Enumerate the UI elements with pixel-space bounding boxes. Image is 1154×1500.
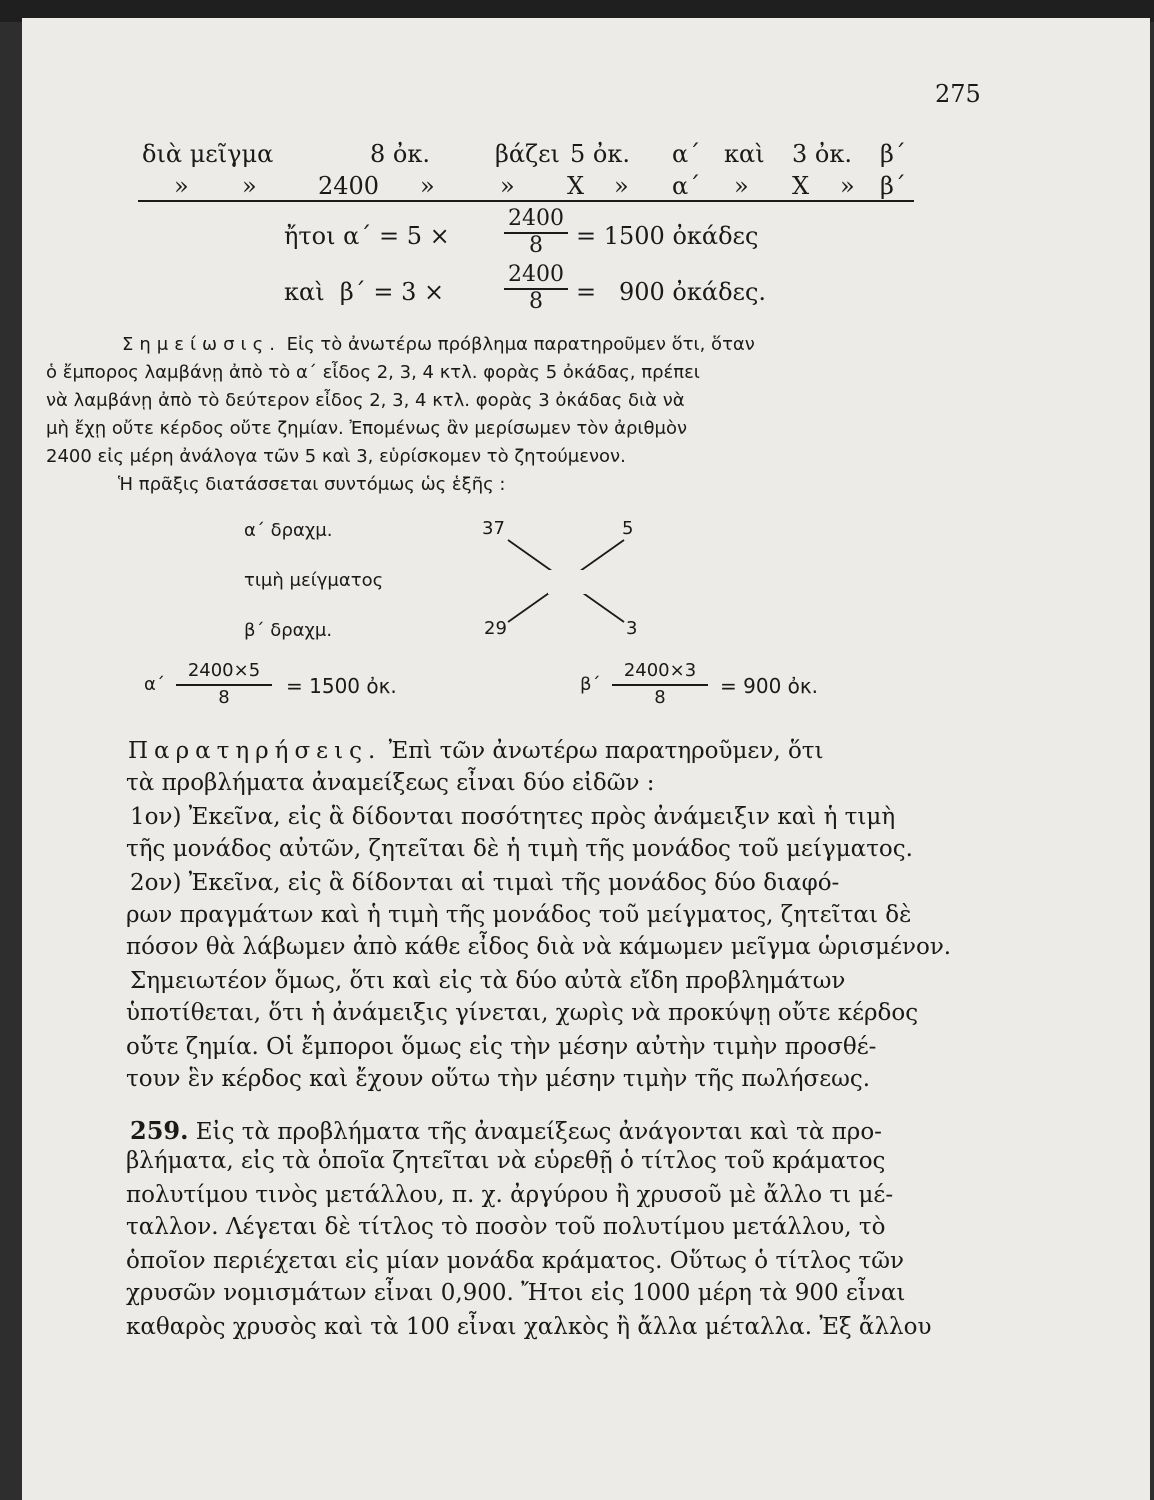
eq1-numerator: 2400 [504, 206, 568, 234]
scheme-a-label: α΄ δραχμ. [244, 520, 333, 541]
section-line-3: πολυτίμου τινὸς μετάλλου, π. χ. ἀργύρου ἢ χρυσοῦ μὲ ἄλλο τι μέ- [126, 1182, 894, 1208]
section-line-5: ὁποῖον περιέχεται εἰς μίαν μονάδα κράματος. Οὕτως ὁ τίτλος τῶν [126, 1248, 905, 1274]
table-r2-c7: X [792, 172, 810, 200]
remarks-line-4: τῆς μονάδος αὐτῶν, ζητεῖται δὲ ἡ τιμὴ τῆς μονάδος τοῦ μείγματος. [126, 836, 913, 862]
eq1-denominator: 8 [529, 233, 543, 258]
scheme-b-parts: 3 [626, 618, 638, 639]
table-rule [138, 200, 914, 202]
table-r2-c1b: » [242, 172, 257, 200]
table-r1-c2: 8 ὀκ. [370, 140, 430, 168]
note-line-6: Ἡ πρᾶξις διατάσσεται συντόμως ὡς ἑξῆς : [118, 474, 506, 495]
result-a-rhs: = 1500 ὀκ. [286, 674, 397, 698]
table-r2-c4: X [567, 172, 585, 200]
note-line-3: νὰ λαμβάνῃ ἀπὸ τὸ δεύτερον εἶδος 2, 3, 4 κτλ. φορὰς 3 ὀκάδας διὰ νὰ [46, 390, 685, 411]
result-b-fraction [612, 658, 708, 710]
scheme-a-parts: 5 [622, 518, 634, 539]
remarks-line-2: τὰ προβλήματα ἀναμείξεως εἶναι δύο εἰδῶν : [126, 770, 655, 796]
result-b-label: β΄ [580, 674, 601, 695]
section-line-4: ταλλον. Λέγεται δὲ τίτλος τὸ ποσὸν τοῦ πολυτίμου μετάλλου, τὸ [126, 1214, 886, 1240]
note-line-5: 2400 εἰς μέρη ἀνάλογα τῶν 5 καὶ 3, εὑρίσκομεν τὸ ζητούμενον. [46, 446, 626, 467]
result-a-denominator: 8 [218, 687, 230, 708]
section-line-1-text: Εἰς τὰ προβλήματα τῆς ἀναμείξεως ἀνάγονται καὶ τὰ προ- [195, 1119, 882, 1145]
section-line-1 [130, 1116, 882, 1145]
table-r1-c5: α΄ [672, 140, 701, 168]
remarks-line-6: ρων πραγμάτων καὶ ἡ τιμὴ τῆς μονάδος τοῦ μείγματος, ζητεῖται δὲ [126, 902, 912, 928]
cross-center-gap [548, 570, 596, 594]
note-line-1 [122, 334, 755, 355]
table-r2-c3: » [420, 172, 435, 200]
scheme-b-label: β΄ δραχμ. [244, 620, 333, 641]
section-line-6: χρυσῶν νομισμάτων εἶναι 0,900. Ἤτοι εἰς 1000 μέρη τὰ 900 εἶναι [126, 1280, 906, 1306]
eq2-rhs: = 900 ὀκάδες. [576, 278, 767, 306]
table-r1-c7: 3 ὀκ. [792, 140, 852, 168]
table-r2-c8: β΄ [880, 172, 906, 200]
remarks-label: Παρατηρήσεις. [128, 738, 382, 764]
eq2-fraction [504, 262, 568, 314]
note-label: Σημείωσις. [122, 334, 281, 355]
eq2-lhs: καὶ β΄ = 3 × [284, 278, 445, 306]
table-r2-c5: α΄ [672, 172, 701, 200]
result-a-label: α΄ [144, 674, 165, 695]
eq2-denominator: 8 [529, 289, 543, 314]
result-a-numerator: 2400×5 [176, 658, 272, 686]
table-r2-c6: » [734, 172, 749, 200]
table-r2-c4b: » [614, 172, 629, 200]
remarks-line-11: τουν ἓν κέρδος καὶ ἔχουν οὕτω τὴν μέσην τιμὴν τῆς πωλήσεως. [126, 1066, 871, 1092]
note-line-1-text: Εἰς τὸ ἀνωτέρω πρόβλημα παρατηροῦμεν ὅτι, ὅταν [286, 334, 755, 355]
section-line-2: βλήματα, εἰς τὰ ὁποῖα ζητεῖται νὰ εὑρεθῇ ὁ τίτλος τοῦ κράματος [126, 1148, 886, 1174]
table-r1-c3: βάζει [495, 140, 560, 168]
result-b-rhs: = 900 ὀκ. [720, 674, 819, 698]
scheme-cross-lines [492, 536, 652, 626]
section-number: 259. [130, 1116, 189, 1145]
remarks-line-10: οὔτε ζημία. Οἱ ἔμποροι ὅμως εἰς τὴν μέσην αὐτὴν τιμὴν προσθέ- [126, 1034, 877, 1060]
remarks-line-1 [128, 738, 824, 764]
table-r1-c6: καὶ [724, 140, 765, 168]
table-r2-c1: » [174, 172, 189, 200]
remarks-line-8: Σημειωτέον ὅμως, ὅτι καὶ εἰς τὰ δύο αὐτὰ εἴδη προβλημάτων [130, 968, 846, 994]
table-r1-c1: διὰ μεῖγμα [142, 140, 274, 168]
book-page [22, 18, 1150, 1500]
page-number: 275 [935, 80, 981, 108]
eq2-numerator: 2400 [504, 262, 568, 290]
remarks-line-1-text: Ἐπὶ τῶν ἀνωτέρω παρατηροῦμεν, ὅτι [388, 738, 824, 764]
note-line-2: ὁ ἔμπορος λαμβάνῃ ἀπὸ τὸ α΄ εἶδος 2, 3, 4 κτλ. φορὰς 5 ὀκάδας, πρέπει [46, 362, 700, 383]
remarks-line-5: 2ον) Ἐκεῖνα, εἰς ἃ δίδονται αἱ τιμαὶ τῆς μονάδος δύο διαφό- [130, 870, 840, 896]
scheme-b-price: 29 [484, 618, 507, 639]
table-r2-c7b: » [840, 172, 855, 200]
result-a-fraction [176, 658, 272, 710]
table-r1-c4: 5 ὀκ. [570, 140, 630, 168]
remarks-line-9: ὑποτίθεται, ὅτι ἡ ἀνάμειξις γίνεται, χωρὶς νὰ προκύψῃ οὔτε κέρδος [126, 1000, 919, 1026]
eq1-lhs: ἤτοι α΄ = 5 × [284, 222, 450, 250]
remarks-line-3: 1ον) Ἐκεῖνα, εἰς ἃ δίδονται ποσότητες πρὸς ἀνάμειξιν καὶ ἡ τιμὴ [130, 804, 896, 830]
note-line-4: μὴ ἔχῃ οὔτε κέρδος οὔτε ζημίαν. Ἐπομένως ἂν μερίσωμεν τὸν ἀριθμὸν [46, 418, 688, 439]
table-r2-c2: 2400 [318, 172, 380, 200]
table-r1-c8: β΄ [880, 140, 906, 168]
table-r2-c3b: » [500, 172, 515, 200]
eq1-rhs: = 1500 ὀκάδες [576, 222, 759, 250]
eq1-fraction [504, 206, 568, 258]
section-line-7: καθαρὸς χρυσὸς καὶ τὰ 100 εἶναι χαλκὸς ἢ ἄλλα μέταλλα. Ἐξ ἄλλου [126, 1314, 932, 1340]
scheme-a-price: 37 [482, 518, 505, 539]
result-b-numerator: 2400×3 [612, 658, 708, 686]
result-b-denominator: 8 [654, 687, 666, 708]
remarks-line-7: πόσον θὰ λάβωμεν ἀπὸ κάθε εἶδος διὰ νὰ κάμωμεν μεῖγμα ὡρισμένον. [126, 934, 952, 960]
scheme-mix-label: τιμὴ μείγματος [244, 570, 384, 591]
